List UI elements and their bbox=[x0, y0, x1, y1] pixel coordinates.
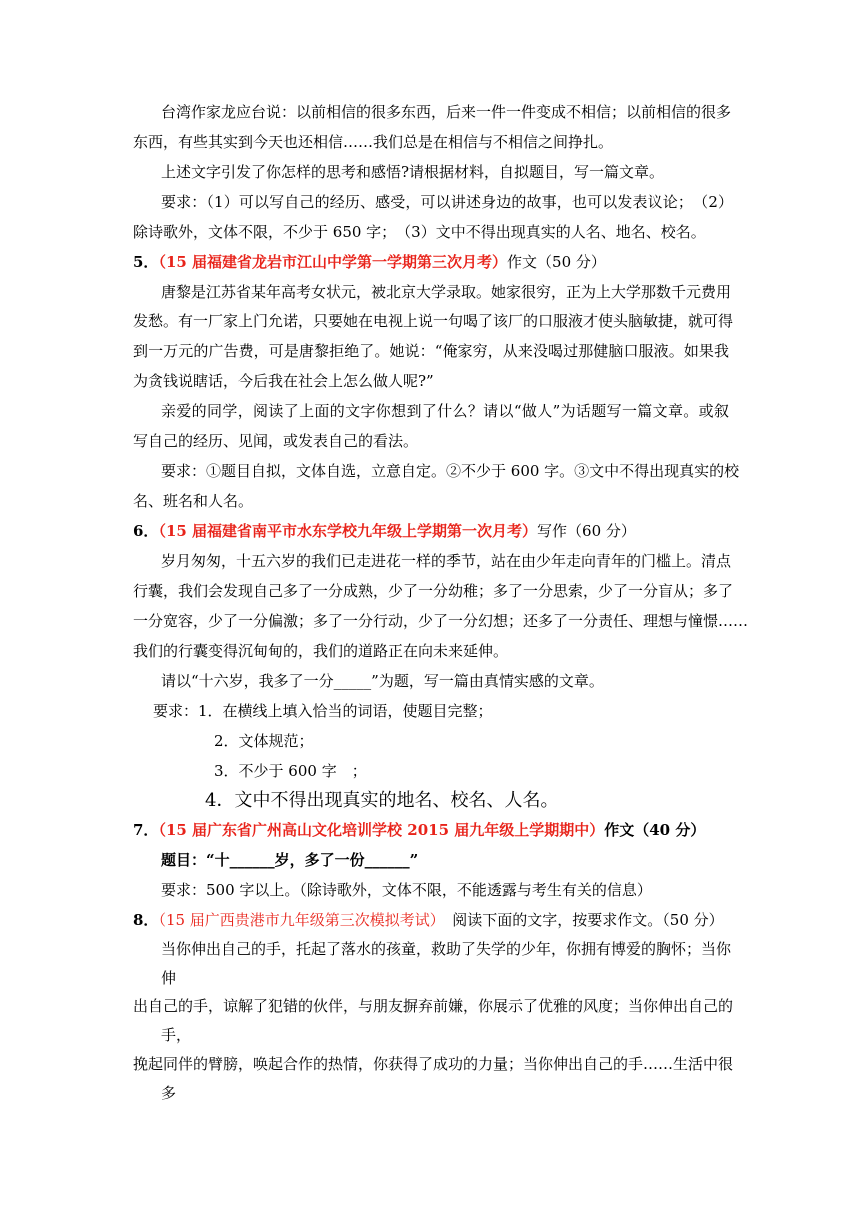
q8-task: 阅读下面的文字，按要求作文。（50 分） bbox=[437, 911, 724, 929]
q6-requirement-1: 要求：1．在横线上填入恰当的词语，使题目完整； bbox=[153, 702, 493, 720]
q7-number: 7． bbox=[133, 821, 159, 839]
q7-heading bbox=[133, 820, 705, 840]
q6-para-2: 行囊，我们会发现自己多了一分成熟，少了一分幼稚；多了一分思索，少了一分盲从；多了 bbox=[133, 582, 734, 600]
q8-para-3-wrap: 多 bbox=[161, 1084, 177, 1102]
q8-para-1: 当你伸出自己的手，托起了落水的孩童，救助了失学的少年，你拥有博爱的胸怀；当你 bbox=[161, 940, 732, 958]
q8-para-2: 出自己的手，谅解了犯错的伙伴，与朋友摒弃前嫌，你展示了优雅的风度；当你伸出自己的 bbox=[133, 997, 734, 1015]
q5-number: 5． bbox=[133, 253, 159, 271]
q6-para-1: 岁月匆匆，十五六岁的我们已走进花一样的季节，站在由少年走向青年的门槛上。清点 bbox=[161, 552, 732, 570]
q6-task: 写作（60 分） bbox=[537, 522, 636, 540]
q5-task: 作文（50 分） bbox=[507, 253, 606, 271]
q5-para-2: 发愁。有一厂家上门允诺，只要她在电视上说一句喝了该厂的口服液才使头脑敏捷，就可得 bbox=[133, 312, 734, 330]
q6-heading bbox=[133, 521, 636, 541]
q6-source: （15 届福建省南平市水东学校九年级上学期第一次月考） bbox=[158, 522, 538, 540]
q6-number: 6． bbox=[133, 522, 159, 540]
q5-para-5: 亲爱的同学，阅读了上面的文字你想到了什么？请以“做人”为话题写一篇文章。或叙 bbox=[161, 402, 729, 420]
intro-requirement-2: 除诗歌外，文体不限，不少于 650 字； （3）文中不得出现真实的人名、地名、校名。 bbox=[133, 223, 706, 241]
q5-para-1: 唐黎是江苏省某年高考女状元，被北京大学录取。她家很穷，正为上大学那数千元费用 bbox=[161, 283, 732, 301]
q6-requirement-2: 2．文体规范； bbox=[214, 732, 314, 750]
q5-source: （15 届福建省龙岩市江山中学第一学期第三次月考） bbox=[158, 253, 508, 271]
q5-para-6: 写自己的经历、见闻，或发表自己的看法。 bbox=[133, 432, 419, 450]
q8-heading bbox=[133, 910, 724, 930]
q5-para-4: 为贪钱说瞎话，今后我在社会上怎么做人呢?” bbox=[133, 372, 434, 390]
intro-line-2: 东西，有些其实到今天也还相信……我们总是在相信与不相信之间挣扎。 bbox=[133, 133, 614, 151]
q5-requirement-1: 要求：①题目自拟，文体自选，立意自定。②不少于 600 字。③文中不得出现真实的校 bbox=[161, 462, 740, 480]
q7-title: 题目：“十______岁，多了一份______” bbox=[161, 851, 419, 869]
q6-requirement-4: 4．文中不得出现真实的地名、校名、人名。 bbox=[205, 790, 559, 811]
q8-para-1-wrap: 伸 bbox=[161, 969, 177, 987]
q8-para-3: 挽起同伴的臂膀，唤起合作的热情，你获得了成功的力量；当你伸出自己的手……生活中很 bbox=[133, 1055, 734, 1073]
q6-para-4: 我们的行囊变得沉甸甸的，我们的道路正在向未来延伸。 bbox=[133, 642, 509, 660]
q6-para-3: 一分宽容，少了一分偏激；多了一分行动，少了一分幻想；还多了一分责任、理想与憧憬…… bbox=[133, 612, 749, 630]
q5-requirement-2: 名、班名和人名。 bbox=[133, 492, 254, 510]
intro-requirement-1: 要求：（1）可以写自己的经历、感受，可以讲述身边的故事，也可以发表议论； （2） bbox=[161, 193, 733, 211]
q8-para-2-wrap: 手， bbox=[161, 1026, 192, 1044]
q5-heading bbox=[133, 252, 606, 272]
q7-source: （15 届广东省广州高山文化培训学校 2015 届九年级上学期期中） bbox=[158, 821, 605, 839]
q5-para-3: 到一万元的广告费，可是唐黎拒绝了。她说：“俺家穷，从来没喝过那健脑口服液。如果我 bbox=[133, 342, 729, 360]
q8-source: （15 届广西贵港市九年级第三次模拟考试） bbox=[158, 911, 438, 929]
q7-task: 作文（40 分） bbox=[604, 821, 706, 839]
q8-number: 8． bbox=[133, 911, 159, 929]
q6-prompt: 请以“十六岁，我多了一分_____”为题，写一篇由真情实感的文章。 bbox=[161, 672, 604, 690]
q7-requirement: 要求：500 字以上。（除诗歌外，文体不限，不能透露与考生有关的信息） bbox=[161, 881, 652, 899]
intro-prompt: 上述文字引发了你怎样的思考和感悟?请根据材料，自拟题目，写一篇文章。 bbox=[161, 163, 665, 181]
intro-line-1: 台湾作家龙应台说：以前相信的很多东西，后来一件一件变成不相信；以前相信的很多 bbox=[161, 103, 732, 121]
q6-requirement-3: 3．不少于 600 字 ； bbox=[214, 762, 367, 780]
